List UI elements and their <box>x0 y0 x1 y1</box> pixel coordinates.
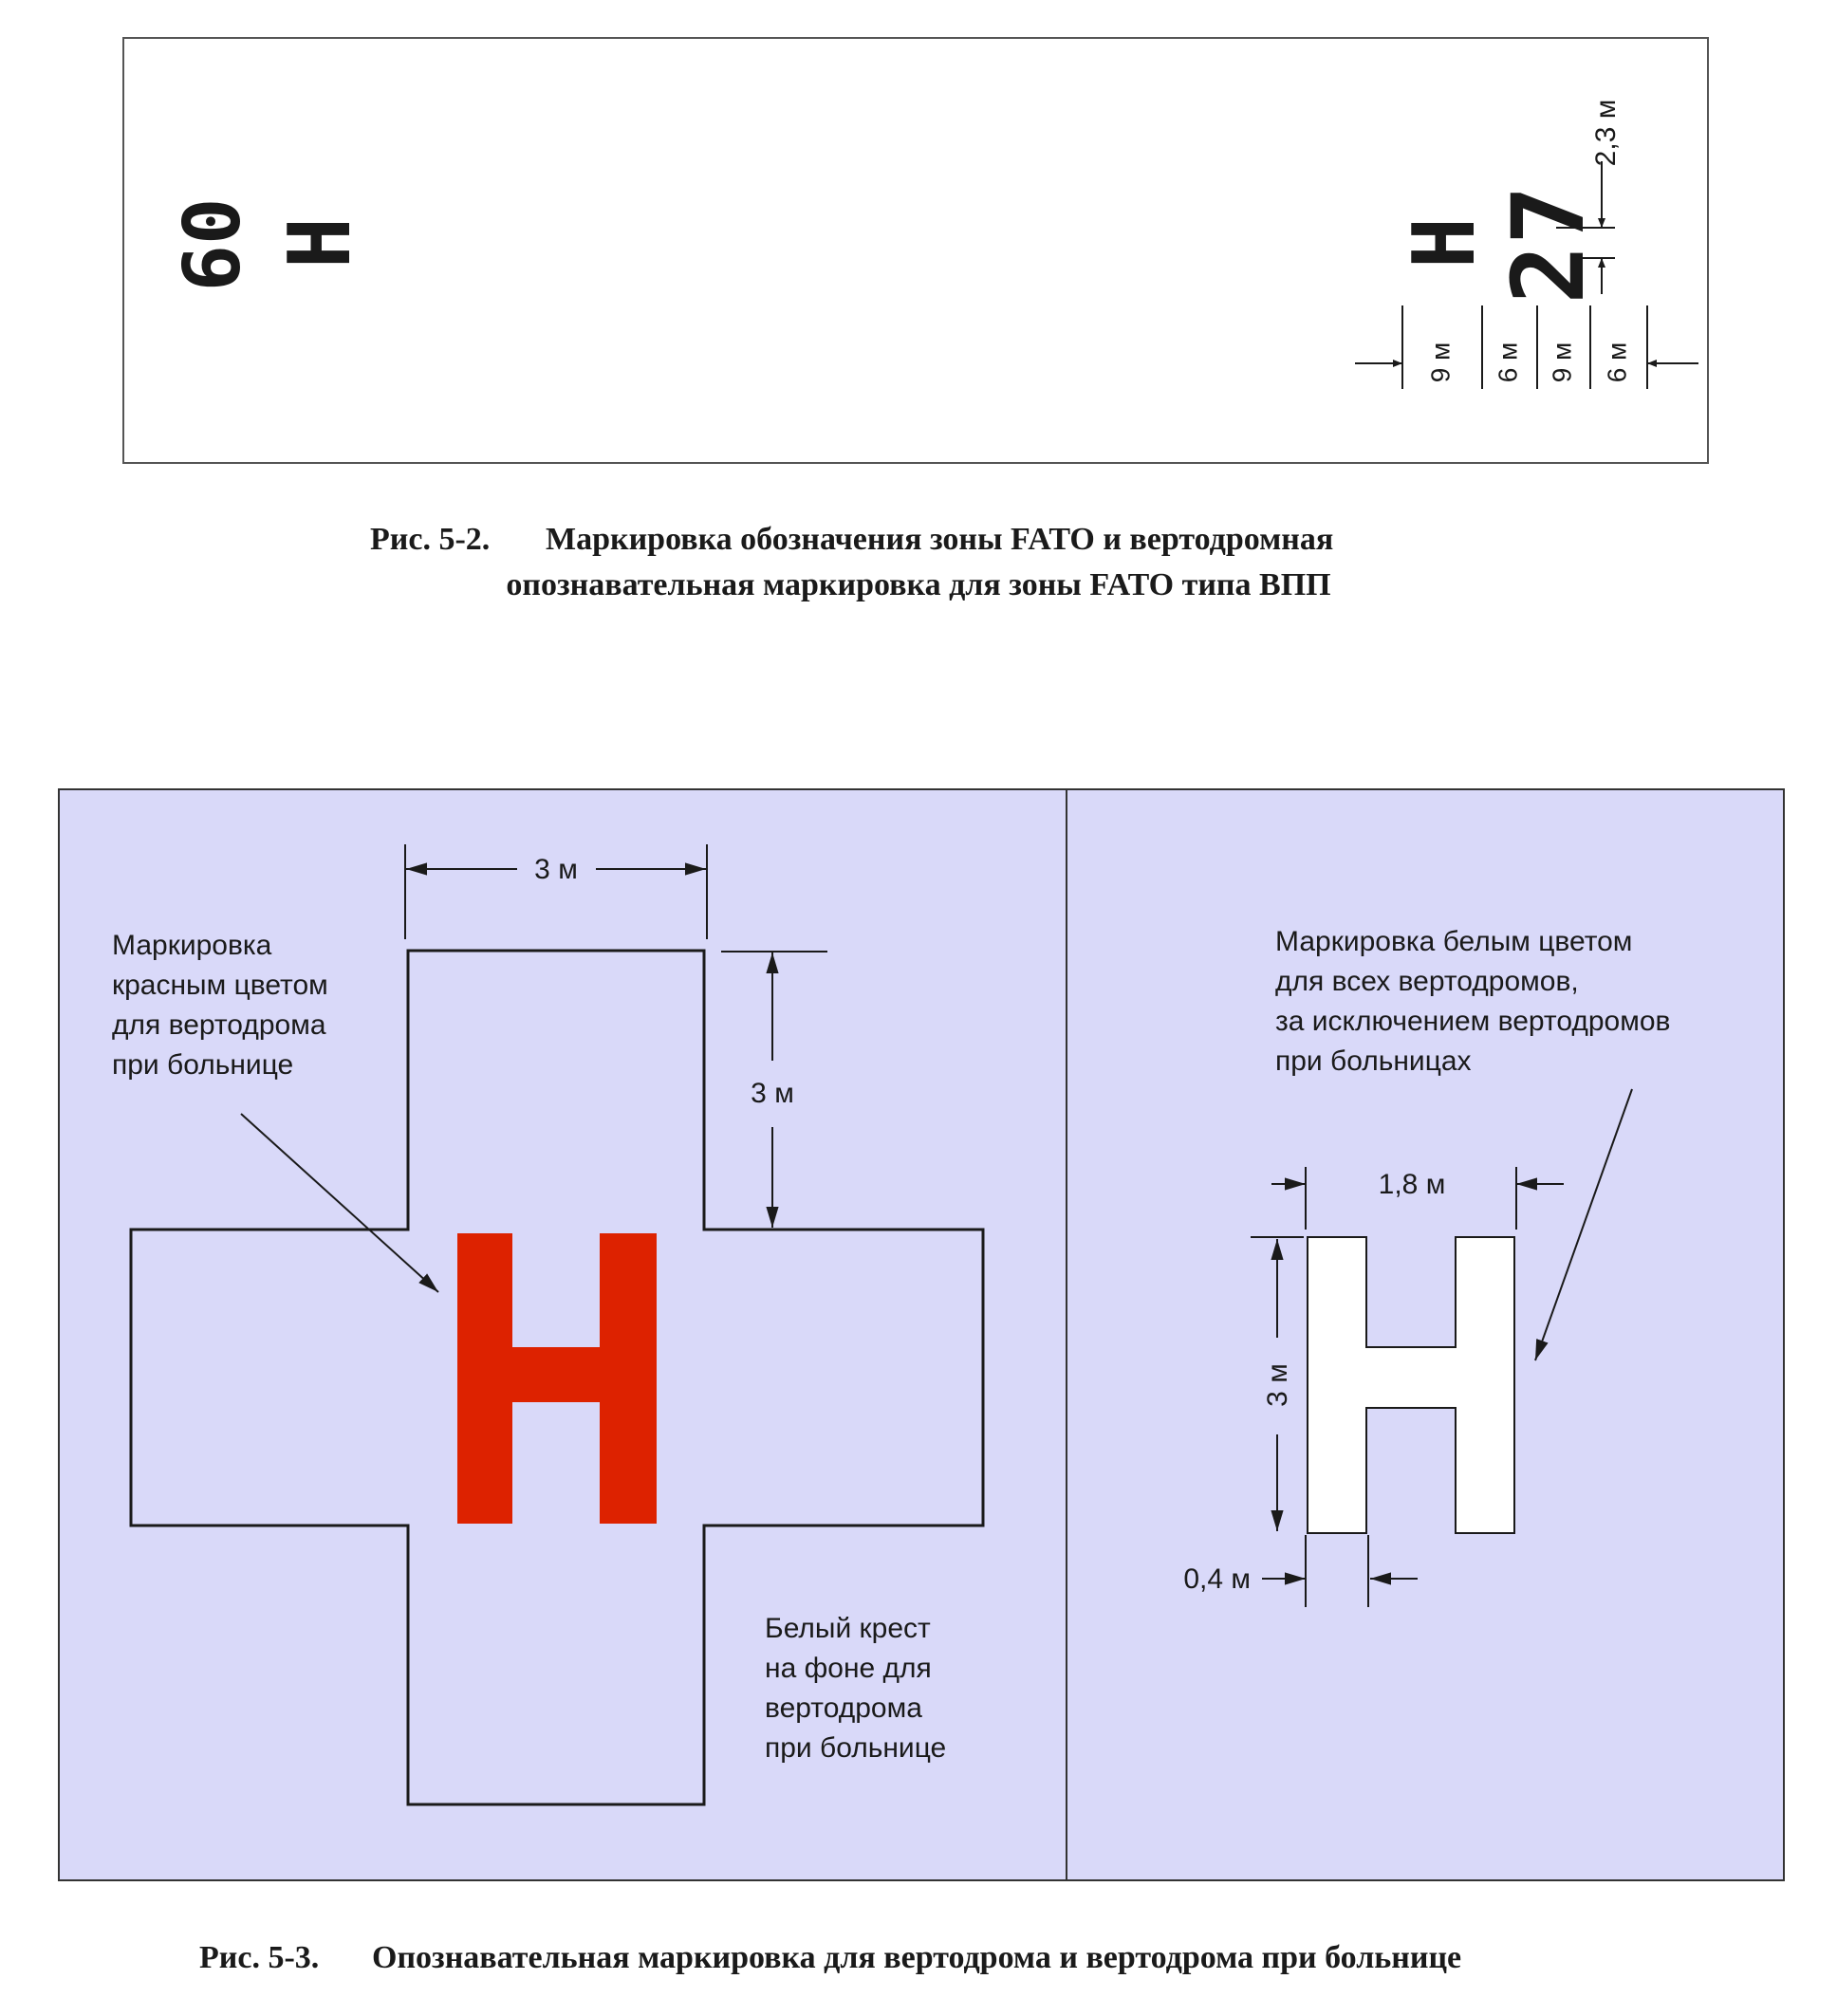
note-line: для всех вертодромов, <box>1275 966 1579 997</box>
spacing-label: 9 м <box>1547 342 1577 383</box>
designation-left-number: 60 <box>168 197 258 292</box>
stroke-label: 0,4 м <box>1183 1563 1251 1595</box>
designation-right-number: 27 <box>1491 185 1606 305</box>
cross-width-label: 3 м <box>534 854 578 885</box>
figure-caption-label: Рис. 5-3. <box>199 1940 320 1975</box>
designation-left-letter: H <box>270 216 370 269</box>
note-line: на фоне для <box>765 1653 932 1684</box>
spacing-label: 6 м <box>1493 342 1523 383</box>
h-width-label: 1,8 м <box>1378 1169 1446 1200</box>
designation-right-letter: H <box>1395 216 1494 269</box>
figure-caption-label: Рис. 5-2. <box>370 522 491 557</box>
note-line: Маркировка <box>112 930 272 961</box>
spacing-label: 6 м <box>1602 342 1632 383</box>
note-line: за исключением вертодромов <box>1275 1006 1671 1037</box>
figure-caption-line2: опознавательная маркировка для зоны FATO типа ВПП <box>506 567 1331 602</box>
note-line: красным цветом <box>112 970 328 1001</box>
note-line: для вертодрома <box>112 1009 326 1041</box>
figure-5-3 <box>59 789 1784 1975</box>
note-line: при больнице <box>112 1049 294 1081</box>
note-line: Белый крест <box>765 1613 931 1644</box>
char-height-label: 2,3 м <box>1590 99 1622 167</box>
figure-5-2 <box>123 38 1708 602</box>
note-line: при больнице <box>765 1732 947 1764</box>
cross-arm-label: 3 м <box>751 1078 794 1109</box>
figure-caption-text: Опознавательная маркировка для вертодрома и вертодрома при больнице <box>372 1940 1462 1975</box>
note-line: Маркировка белым цветом <box>1275 926 1633 957</box>
note-line: вертодрома <box>765 1692 922 1724</box>
spacing-label: 9 м <box>1425 342 1456 383</box>
figure-caption-line1: Маркировка обозначения зоны FATO и вертодромная <box>546 522 1334 557</box>
h-height-label: 3 м <box>1262 1363 1293 1407</box>
note-line: при больницах <box>1275 1045 1472 1077</box>
